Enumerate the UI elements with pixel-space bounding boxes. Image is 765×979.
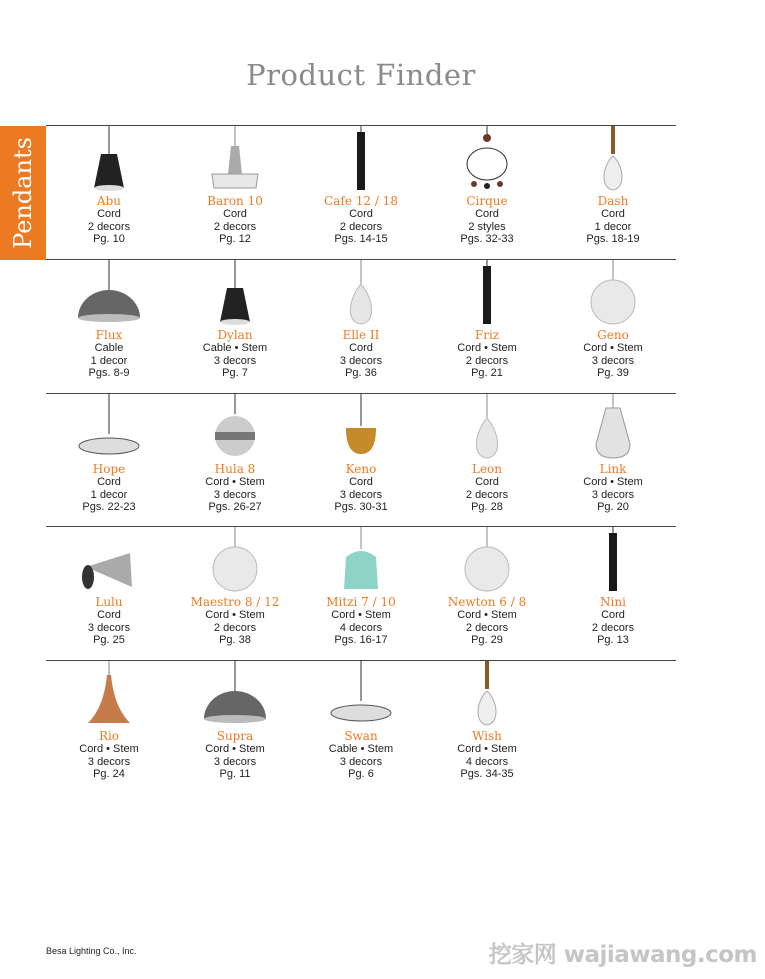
product-pages: Pg. 36 (345, 367, 377, 379)
product-info (46, 730, 172, 781)
product-mount: Cord • Stem (457, 609, 517, 621)
product-info (550, 596, 676, 647)
product-mount: Cord (601, 208, 625, 220)
product-mount: Cable (94, 342, 124, 354)
product-mount: Cord • Stem (79, 743, 139, 755)
product-mount: Cord (475, 208, 499, 220)
product-card[interactable] (424, 260, 550, 393)
product-pages: Pgs. 18-19 (586, 233, 640, 245)
bell-pendant-icon (324, 527, 398, 597)
product-pages: Pg. 28 (471, 501, 503, 513)
category-tab[interactable] (0, 126, 46, 260)
product-info (424, 730, 550, 781)
product-decors: 4 decors (339, 621, 383, 634)
product-name: Wish (472, 729, 502, 743)
product-name: Keno (345, 462, 377, 476)
product-info (46, 195, 172, 246)
product-row (46, 394, 676, 527)
product-card[interactable] (550, 527, 676, 660)
product-mount: Cord (349, 342, 373, 354)
product-name: Newton 6 / 8 (447, 595, 527, 609)
product-card[interactable] (172, 661, 298, 794)
product-mount: Cord • Stem (583, 476, 643, 488)
product-name: Dylan (217, 328, 253, 342)
disc-pendant-icon (324, 661, 398, 731)
cylinder-pendant-icon (576, 527, 650, 597)
product-decors: 1 decor (594, 220, 632, 233)
product-decors: 2 decors (87, 220, 131, 233)
spot-pendant-icon (72, 527, 146, 597)
product-card[interactable] (46, 126, 172, 259)
product-decors: 4 decors (465, 755, 509, 768)
product-name: Leon (471, 462, 503, 476)
product-pages: Pgs. 32-33 (460, 233, 514, 245)
product-card[interactable] (424, 126, 550, 259)
product-decors: 2 decors (465, 621, 509, 634)
product-pages: Pgs. 8-9 (88, 367, 130, 379)
globe-pendant-icon (576, 260, 650, 330)
product-decors: 3 decors (213, 755, 257, 768)
product-card[interactable] (172, 126, 298, 259)
product-decors: 2 decors (339, 220, 383, 233)
product-card[interactable] (550, 394, 676, 527)
product-info (298, 730, 424, 781)
product-pages: Pgs. 26-27 (208, 501, 262, 513)
product-pages: Pg. 7 (222, 367, 248, 379)
product-pages: Pg. 38 (219, 634, 251, 646)
product-info (424, 596, 550, 647)
product-decors: 3 decors (87, 755, 131, 768)
ring-pendant-icon (450, 126, 524, 196)
product-mount: Cord (97, 208, 121, 220)
product-mount: Cable • Stem (202, 342, 268, 354)
product-pages: Pg. 21 (471, 367, 503, 379)
product-name: Dash (597, 194, 629, 208)
product-decors: 2 decors (213, 220, 257, 233)
product-info (46, 329, 172, 380)
product-pages: Pg. 24 (93, 768, 125, 780)
product-name: Geno (597, 328, 629, 342)
product-row (46, 527, 676, 660)
dome-pendant-icon (198, 661, 272, 731)
product-decors: 3 decors (213, 354, 257, 367)
product-mount: Cord (475, 476, 499, 488)
drop-pendant-icon (324, 260, 398, 330)
product-mount: Cord (97, 476, 121, 488)
product-mount: Cord (223, 208, 247, 220)
product-card[interactable] (424, 527, 550, 660)
funnel-pendant-icon (198, 126, 272, 196)
product-mount: Cord (349, 476, 373, 488)
product-pages: Pg. 11 (219, 768, 251, 780)
product-card[interactable] (298, 661, 424, 794)
bowl-pendant-icon (324, 394, 398, 464)
product-info (172, 730, 298, 781)
product-decors: 3 decors (213, 488, 257, 501)
globe-pendant-icon (450, 527, 524, 597)
product-pages: Pgs. 34-35 (460, 768, 514, 780)
cone-pendant-icon (72, 126, 146, 196)
product-card[interactable] (46, 394, 172, 527)
product-card[interactable] (298, 394, 424, 527)
sphere-pendant-icon (198, 394, 272, 464)
product-info (298, 195, 424, 246)
page-title: Product Finder (246, 58, 476, 92)
product-name: Link (599, 462, 627, 476)
product-card[interactable] (298, 527, 424, 660)
product-pages: Pg. 13 (597, 634, 629, 646)
product-info (550, 463, 676, 514)
glass-pendant-icon (576, 394, 650, 464)
product-row (46, 126, 676, 259)
footer-company: Besa Lighting Co., Inc. (46, 946, 137, 956)
category-tab-label: Pendants (9, 137, 37, 249)
product-card[interactable] (298, 126, 424, 259)
product-row (46, 260, 676, 393)
product-card[interactable] (172, 394, 298, 527)
product-info (172, 195, 298, 246)
product-pages: Pg. 6 (348, 768, 374, 780)
product-info (550, 195, 676, 246)
bulb-pendant-icon (576, 126, 650, 196)
product-info (46, 463, 172, 514)
product-pages: Pg. 20 (597, 501, 629, 513)
product-decors: 2 decors (465, 488, 509, 501)
product-row (46, 661, 676, 794)
product-name: Hope (92, 462, 126, 476)
product-pages: Pg. 12 (219, 233, 251, 245)
product-mount: Cord (349, 208, 373, 220)
watermark: 挖家网 wajiawang.com (488, 942, 757, 968)
product-info (550, 329, 676, 380)
product-name: Swan (344, 729, 378, 743)
product-card[interactable] (46, 527, 172, 660)
product-card[interactable] (46, 661, 172, 794)
product-card[interactable] (298, 260, 424, 393)
product-name: Mitzi 7 / 10 (326, 595, 396, 609)
cone-pendant-icon (198, 260, 272, 330)
product-name: Supra (216, 729, 254, 743)
product-name: Cirque (466, 194, 508, 208)
product-name: Rio (98, 729, 120, 743)
product-mount: Cord • Stem (583, 342, 643, 354)
product-name: Hula 8 (214, 462, 256, 476)
product-decors: 1 decor (90, 488, 128, 501)
product-decors: 2 decors (591, 621, 635, 634)
product-mount: Cable • Stem (328, 743, 394, 755)
cylinder-pendant-icon (450, 260, 524, 330)
product-name: Flux (95, 328, 123, 342)
product-pages: Pg. 10 (93, 233, 125, 245)
product-info (424, 329, 550, 380)
product-info (424, 463, 550, 514)
product-info (298, 596, 424, 647)
product-decors: 3 decors (339, 488, 383, 501)
dome-pendant-icon (72, 260, 146, 330)
product-mount: Cord (601, 609, 625, 621)
product-pages: Pg. 39 (597, 367, 629, 379)
product-mount: Cord (97, 609, 121, 621)
product-info (298, 463, 424, 514)
product-decors: 1 decor (90, 354, 128, 367)
product-mount: Cord • Stem (457, 743, 517, 755)
product-decors: 3 decors (339, 354, 383, 367)
product-pages: Pgs. 30-31 (334, 501, 388, 513)
trumpet-pendant-icon (72, 661, 146, 731)
product-card[interactable] (424, 394, 550, 527)
product-name: Friz (474, 328, 500, 342)
product-mount: Cord • Stem (205, 743, 265, 755)
product-decors: 3 decors (339, 755, 383, 768)
bulb-pendant-icon (450, 661, 524, 731)
product-card[interactable] (550, 126, 676, 259)
product-mount: Cord • Stem (331, 609, 391, 621)
product-decors: 2 decors (213, 621, 257, 634)
product-info (424, 195, 550, 246)
product-card[interactable] (46, 260, 172, 393)
product-pages: Pgs. 14-15 (334, 233, 388, 245)
product-decors: 2 styles (468, 220, 506, 233)
product-pages: Pgs. 22-23 (82, 501, 136, 513)
product-name: Baron 10 (207, 194, 263, 208)
disc-pendant-icon (72, 394, 146, 464)
product-decors: 3 decors (591, 354, 635, 367)
product-card[interactable] (172, 527, 298, 660)
product-decors: 3 decors (87, 621, 131, 634)
globe-pendant-icon (198, 527, 272, 597)
product-name: Lulu (95, 595, 123, 609)
product-mount: Cord • Stem (205, 609, 265, 621)
product-name: Nini (600, 595, 626, 609)
product-info (172, 329, 298, 380)
product-name: Abu (96, 194, 122, 208)
product-info (46, 596, 172, 647)
product-info (172, 463, 298, 514)
product-card[interactable] (424, 661, 550, 794)
product-decors: 2 decors (465, 354, 509, 367)
product-info (298, 329, 424, 380)
product-mount: Cord • Stem (205, 476, 265, 488)
product-pages: Pg. 29 (471, 634, 503, 646)
product-name: Cafe 12 / 18 (324, 194, 398, 208)
product-name: Elle II (342, 328, 380, 342)
product-decors: 3 decors (591, 488, 635, 501)
product-card[interactable] (172, 260, 298, 393)
cylinder-pendant-icon (324, 126, 398, 196)
product-mount: Cord • Stem (457, 342, 517, 354)
product-pages: Pgs. 16-17 (334, 634, 388, 646)
drop-pendant-icon (450, 394, 524, 464)
product-name: Maestro 8 / 12 (190, 595, 280, 609)
product-card[interactable] (550, 260, 676, 393)
product-info (172, 596, 298, 647)
product-pages: Pg. 25 (93, 634, 125, 646)
